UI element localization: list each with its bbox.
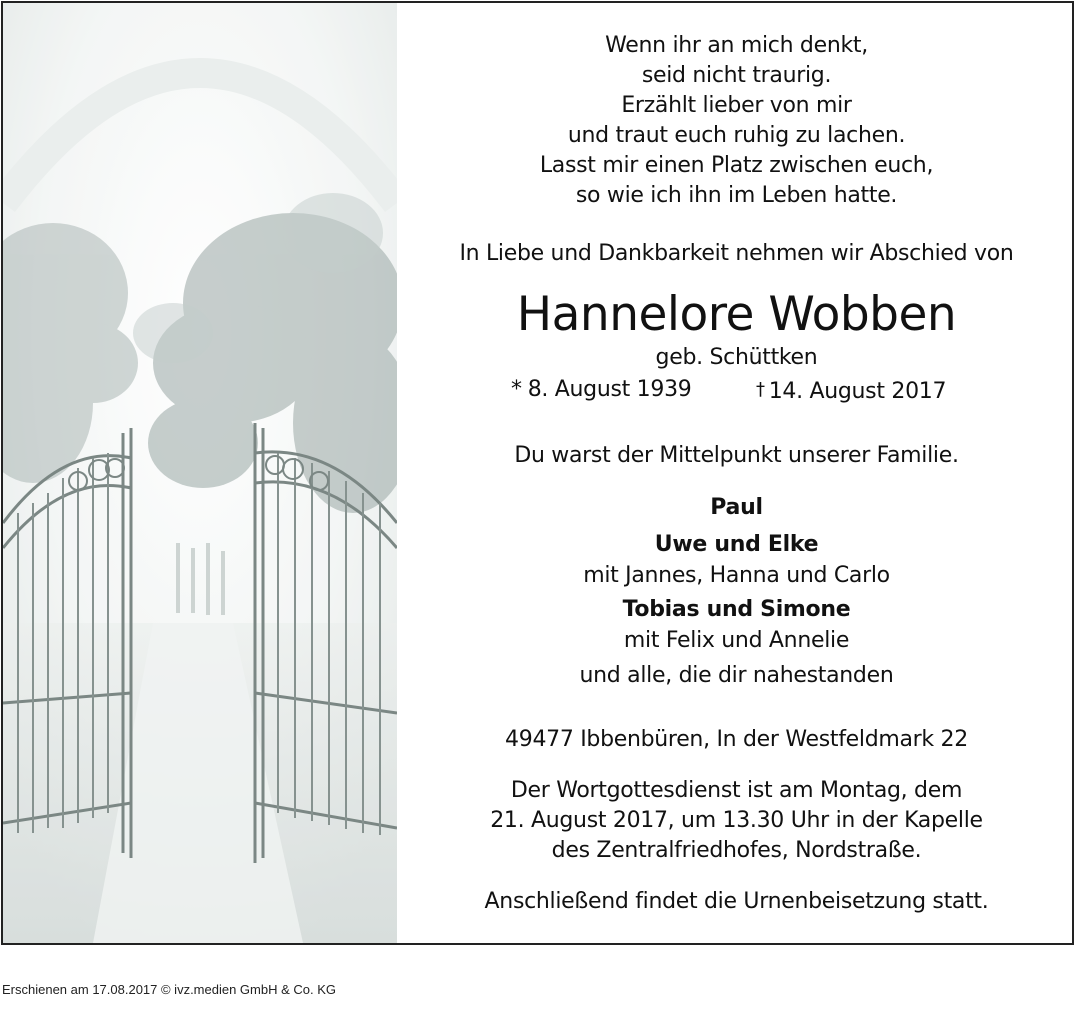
burial-note: Anschließend findet die Urnenbeisetzung statt.	[484, 889, 989, 914]
mourner-others: und alle, die dir nahestanden	[579, 663, 894, 688]
birth-date-group	[511, 375, 691, 405]
birth-name: geb. Schüttken	[655, 345, 818, 370]
deceased-name: Hannelore Wobben	[516, 287, 957, 342]
poem-line: Wenn ihr an mich denkt,	[605, 33, 868, 58]
death-cross-icon: †	[756, 379, 765, 400]
poem-line: so wie ich ihn im Leben hatte.	[575, 183, 898, 208]
obituary-card	[1, 1, 1074, 945]
farewell-intro: In Liebe und Dankbarkeit nehmen wir Abschied von	[459, 241, 1014, 266]
garden-gate-image	[3, 3, 397, 943]
mourner-paul: Paul	[710, 495, 763, 520]
mourner-uwe-elke-children: mit Jannes, Hanna und Carlo	[583, 563, 890, 588]
obituary-text	[401, 3, 1072, 943]
poem-line: Erzählt lieber von mir	[621, 93, 852, 118]
family-address: 49477 Ibbenbüren, In der Westfeldmark 22	[505, 727, 968, 752]
death-date: 14. August 2017	[768, 379, 947, 404]
poem-line: und traut euch ruhig zu lachen.	[567, 123, 906, 148]
tribute-text: Du warst der Mittelpunkt unserer Familie.	[514, 443, 959, 468]
service-line: 21. August 2017, um 13.30 Uhr in der Kapelle	[490, 808, 983, 833]
death-date-group	[756, 375, 946, 407]
mourner-tobias-simone-children: mit Felix und Annelie	[623, 628, 850, 653]
poem-line: Lasst mir einen Platz zwischen euch,	[539, 153, 934, 178]
birth-star-icon: *	[511, 377, 522, 402]
service-line: Der Wortgottesdienst ist am Montag, dem	[510, 778, 963, 803]
mourner-tobias-simone: Tobias und Simone	[622, 597, 851, 622]
poem-line: seid nicht traurig.	[641, 63, 832, 88]
birth-date: 8. August 1939	[527, 377, 692, 402]
service-line: des Zentralfriedhofes, Nordstraße.	[551, 838, 922, 863]
life-dates	[401, 375, 1072, 405]
mourner-uwe-elke: Uwe und Elke	[654, 532, 819, 557]
publication-footer: Erschienen am 17.08.2017 © ivz.medien GmbH & Co. KG	[2, 982, 337, 997]
